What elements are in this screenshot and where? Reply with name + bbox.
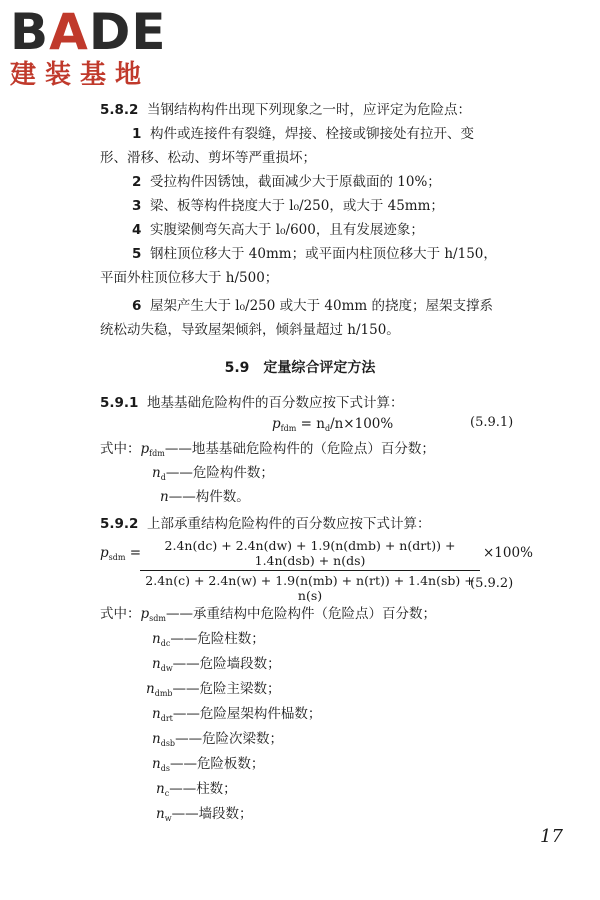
formula-5-9-2-lhs: $p_{sdm}$ = [100, 545, 142, 562]
formula-denominator: 2.4n(c) + 2.4n(w) + 1.9(n(mb) + n(rt)) + 1.4n(sb) + n(s) [145, 573, 475, 603]
formula-5-9-2-fraction [140, 538, 480, 603]
clause-5-8-2-intro: 5.8.2 当钢结构构件出现下列现象之一时，应评定为危险点： [100, 102, 472, 118]
formula-numerator: 2.4n(dc) + 2.4n(dw) + 1.9(n(dmb) + n(drt)) + 1.4n(dsb) + n(ds) [164, 538, 456, 568]
def-nw: $n_w——$墙段数； [156, 806, 253, 823]
formula-times-100: ×100% [483, 545, 533, 561]
item-4: 4 实腹梁侧弯矢高大于 l₀/600，且有发展迹象； [132, 222, 424, 238]
clause-5-9-2-intro: 5.9.2 上部承重结构危险构件的百分数应按下式计算： [100, 516, 431, 532]
page-number: 17 [540, 826, 563, 847]
item-3: 3 梁、板等构件挠度大于 l₀/250，或大于 45mm； [132, 198, 444, 214]
item-1-line2: 形、滑移、松动、剪坏等严重损坏； [100, 150, 316, 166]
item-6-line1: 6 屋架产生大于 l₀/250 或大于 40mm 的挠度；屋架支撑系 [132, 298, 493, 314]
logo [10, 3, 167, 90]
def-nc: $n_c——$柱数； [156, 781, 237, 798]
def-nds: $n_{ds}——$危险板数； [152, 756, 265, 773]
item-5-line2: 平面外柱顶位移大于 h/500； [100, 270, 279, 286]
item-5-line1: 5 钢柱顶位移大于 40mm；或平面内柱顶位移大于 h/150， [132, 246, 497, 262]
item-1-line1: 1 构件或连接件有裂缝，焊接、栓接或铆接处有拉开、变 [132, 126, 474, 142]
section-title-5-9: 5.9 定量综合评定方法 [224, 360, 376, 376]
def-pfdm: 式中：$p_{fdm}——$地基基础危险构件的（危险点）百分数； [100, 441, 435, 458]
def-ndrt: $n_{drt}——$危险屋架构件榀数； [152, 706, 322, 723]
item-6-line2: 统松动失稳，导致屋架倾斜，倾斜量超过 h/150。 [100, 322, 400, 338]
def-psdm: 式中：$p_{sdm}——$承重结构中危险构件（危险点）百分数； [100, 606, 436, 623]
def-ndsb: $n_{dsb}——$危险次梁数； [152, 731, 284, 748]
formula-5-9-1: $p_{fdm} = n_d/n\times 100\%$ [272, 416, 394, 433]
def-ndmb: $n_{dmb}——$危险主梁数； [146, 681, 281, 698]
equation-number-5-9-1: (5.9.1) [470, 415, 514, 430]
def-nd: $n_d——$危险构件数； [152, 465, 274, 482]
logo-wordmark: BADE [10, 3, 167, 61]
def-ndw: $n_{dw}——$危险墙段数； [152, 656, 281, 673]
fraction-bar [140, 570, 480, 571]
def-n: n——构件数。 [160, 489, 250, 505]
clause-5-9-1-intro: 5.9.1 地基基础危险构件的百分数应按下式计算： [100, 395, 404, 411]
item-2: 2 受拉构件因锈蚀，截面减少大于原截面的 10%； [132, 174, 441, 190]
def-ndc: $n_{dc}——$危险柱数； [152, 631, 265, 648]
equation-number-5-9-2: (5.9.2) [470, 576, 514, 591]
logo-subtitle: 建装基地 [10, 60, 151, 90]
